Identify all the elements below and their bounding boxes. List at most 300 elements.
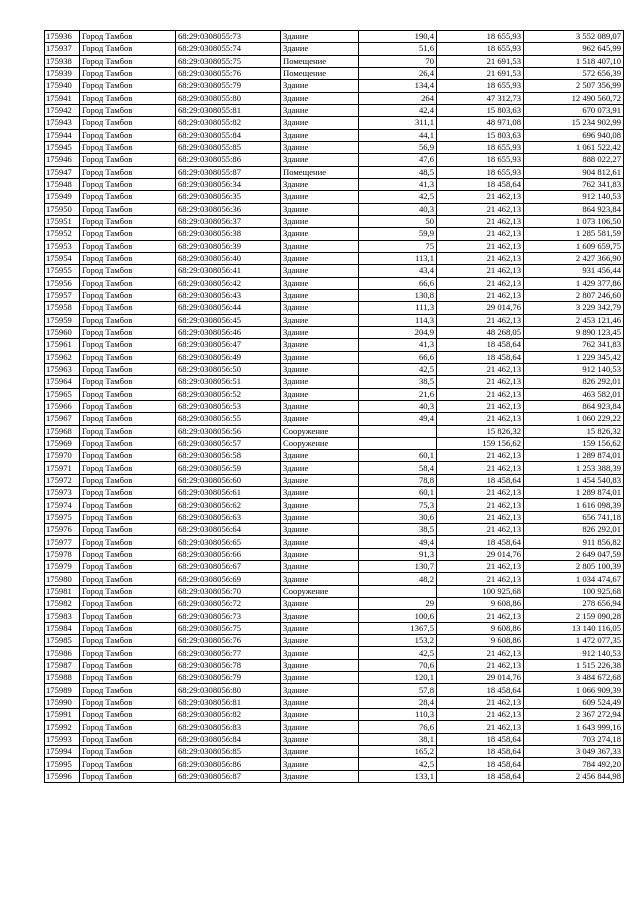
cadastral-value-cell: 2 367 272,94 bbox=[524, 709, 624, 721]
object-type-cell: Здание bbox=[281, 511, 359, 523]
cadastral-number-cell: 68:29:0308055:85 bbox=[176, 141, 281, 153]
city-cell: Город Тамбов bbox=[80, 339, 176, 351]
object-type-cell: Здание bbox=[281, 400, 359, 412]
object-type-cell: Здание bbox=[281, 252, 359, 264]
area-cell: 111,3 bbox=[359, 302, 437, 314]
cadastral-value-cell: 9 890 123,45 bbox=[524, 326, 624, 338]
cadastral-value-cell: 15 234 902,99 bbox=[524, 117, 624, 129]
table-row bbox=[45, 758, 624, 770]
specific-value-cell: 21 462,13 bbox=[437, 376, 524, 388]
cadastral-value-cell: 159 156,62 bbox=[524, 437, 624, 449]
object-type-cell: Здание bbox=[281, 487, 359, 499]
row-number-cell: 175936 bbox=[45, 31, 80, 43]
city-cell: Город Тамбов bbox=[80, 289, 176, 301]
city-cell: Город Тамбов bbox=[80, 363, 176, 375]
area-cell bbox=[359, 585, 437, 597]
area-cell: 26,4 bbox=[359, 67, 437, 79]
city-cell: Город Тамбов bbox=[80, 191, 176, 203]
specific-value-cell: 21 462,13 bbox=[437, 413, 524, 425]
object-type-cell: Здание bbox=[281, 277, 359, 289]
cadastral-value-cell: 1 454 540,83 bbox=[524, 474, 624, 486]
cadastral-value-cell: 100 925,68 bbox=[524, 585, 624, 597]
specific-value-cell: 9 608,86 bbox=[437, 622, 524, 634]
area-cell: 165,2 bbox=[359, 746, 437, 758]
city-cell: Город Тамбов bbox=[80, 376, 176, 388]
city-cell: Город Тамбов bbox=[80, 117, 176, 129]
row-number-cell: 175950 bbox=[45, 203, 80, 215]
city-cell: Город Тамбов bbox=[80, 709, 176, 721]
city-cell: Город Тамбов bbox=[80, 511, 176, 523]
city-cell: Город Тамбов bbox=[80, 277, 176, 289]
area-cell: 59,9 bbox=[359, 228, 437, 240]
area-cell: 120,1 bbox=[359, 672, 437, 684]
cadastral-value-cell: 1 518 407,10 bbox=[524, 55, 624, 67]
row-number-cell: 175970 bbox=[45, 450, 80, 462]
specific-value-cell: 18 458,64 bbox=[437, 339, 524, 351]
cadastral-number-cell: 68:29:0308056:36 bbox=[176, 203, 281, 215]
cadastral-number-cell: 68:29:0308056:73 bbox=[176, 610, 281, 622]
object-type-cell: Здание bbox=[281, 215, 359, 227]
cadastral-value-cell: 703 274,18 bbox=[524, 733, 624, 745]
specific-value-cell: 21 462,13 bbox=[437, 610, 524, 622]
table-row bbox=[45, 635, 624, 647]
city-cell: Город Тамбов bbox=[80, 635, 176, 647]
cadastral-value-cell: 3 049 367,33 bbox=[524, 746, 624, 758]
area-cell: 40,3 bbox=[359, 400, 437, 412]
area-cell: 264 bbox=[359, 92, 437, 104]
object-type-cell: Здание bbox=[281, 326, 359, 338]
row-number-cell: 175982 bbox=[45, 598, 80, 610]
city-cell: Город Тамбов bbox=[80, 228, 176, 240]
table-row bbox=[45, 585, 624, 597]
table-row bbox=[45, 425, 624, 437]
cadastral-number-cell: 68:29:0308056:49 bbox=[176, 351, 281, 363]
table-row bbox=[45, 659, 624, 671]
cadastral-number-cell: 68:29:0308056:81 bbox=[176, 696, 281, 708]
specific-value-cell: 18 458,64 bbox=[437, 351, 524, 363]
cadastral-number-cell: 68:29:0308055:82 bbox=[176, 117, 281, 129]
object-type-cell: Здание bbox=[281, 203, 359, 215]
cadastral-value-cell: 864 923,84 bbox=[524, 400, 624, 412]
table-row bbox=[45, 474, 624, 486]
object-type-cell: Здание bbox=[281, 635, 359, 647]
area-cell: 91,3 bbox=[359, 548, 437, 560]
object-type-cell: Здание bbox=[281, 265, 359, 277]
specific-value-cell: 21 691,53 bbox=[437, 55, 524, 67]
table-row bbox=[45, 684, 624, 696]
row-number-cell: 175951 bbox=[45, 215, 80, 227]
area-cell: 130,7 bbox=[359, 561, 437, 573]
row-number-cell: 175957 bbox=[45, 289, 80, 301]
specific-value-cell: 21 462,13 bbox=[437, 450, 524, 462]
table-row bbox=[45, 721, 624, 733]
city-cell: Город Тамбов bbox=[80, 758, 176, 770]
city-cell: Город Тамбов bbox=[80, 400, 176, 412]
specific-value-cell: 21 462,13 bbox=[437, 240, 524, 252]
specific-value-cell: 21 462,13 bbox=[437, 191, 524, 203]
table-row bbox=[45, 203, 624, 215]
specific-value-cell: 15 826,32 bbox=[437, 425, 524, 437]
area-cell: 66,6 bbox=[359, 351, 437, 363]
row-number-cell: 175976 bbox=[45, 524, 80, 536]
object-type-cell: Здание bbox=[281, 474, 359, 486]
object-type-cell: Здание bbox=[281, 31, 359, 43]
specific-value-cell: 18 458,64 bbox=[437, 770, 524, 782]
area-cell: 50 bbox=[359, 215, 437, 227]
cadastral-value-cell: 911 856,82 bbox=[524, 536, 624, 548]
cadastral-value-table bbox=[44, 30, 624, 783]
specific-value-cell: 29 014,76 bbox=[437, 548, 524, 560]
area-cell: 60,1 bbox=[359, 487, 437, 499]
row-number-cell: 175979 bbox=[45, 561, 80, 573]
object-type-cell: Здание bbox=[281, 733, 359, 745]
area-cell: 29 bbox=[359, 598, 437, 610]
row-number-cell: 175955 bbox=[45, 265, 80, 277]
city-cell: Город Тамбов bbox=[80, 31, 176, 43]
table-row bbox=[45, 31, 624, 43]
object-type-cell: Помещение bbox=[281, 55, 359, 67]
cadastral-value-cell: 656 741,18 bbox=[524, 511, 624, 523]
specific-value-cell: 48 971,08 bbox=[437, 117, 524, 129]
specific-value-cell: 18 655,93 bbox=[437, 43, 524, 55]
table-row bbox=[45, 302, 624, 314]
table-row bbox=[45, 240, 624, 252]
area-cell: 48,2 bbox=[359, 573, 437, 585]
specific-value-cell: 21 462,13 bbox=[437, 659, 524, 671]
cadastral-number-cell: 68:29:0308056:50 bbox=[176, 363, 281, 375]
cadastral-value-cell: 1 060 229,22 bbox=[524, 413, 624, 425]
row-number-cell: 175941 bbox=[45, 92, 80, 104]
city-cell: Город Тамбов bbox=[80, 598, 176, 610]
area-cell: 56,9 bbox=[359, 141, 437, 153]
table-row bbox=[45, 400, 624, 412]
table-row bbox=[45, 487, 624, 499]
table-row bbox=[45, 80, 624, 92]
table-row bbox=[45, 117, 624, 129]
cadastral-number-cell: 68:29:0308055:86 bbox=[176, 154, 281, 166]
cadastral-value-cell: 15 826,32 bbox=[524, 425, 624, 437]
cadastral-number-cell: 68:29:0308056:65 bbox=[176, 536, 281, 548]
object-type-cell: Здание bbox=[281, 117, 359, 129]
city-cell: Город Тамбов bbox=[80, 314, 176, 326]
object-type-cell: Сооружение bbox=[281, 585, 359, 597]
row-number-cell: 175944 bbox=[45, 129, 80, 141]
row-number-cell: 175983 bbox=[45, 610, 80, 622]
cadastral-value-cell: 931 456,44 bbox=[524, 265, 624, 277]
table-row bbox=[45, 289, 624, 301]
area-cell: 78,8 bbox=[359, 474, 437, 486]
cadastral-number-cell: 68:29:0308056:47 bbox=[176, 339, 281, 351]
table-row bbox=[45, 561, 624, 573]
specific-value-cell: 21 462,13 bbox=[437, 400, 524, 412]
cadastral-value-cell: 1 289 874,01 bbox=[524, 450, 624, 462]
city-cell: Город Тамбов bbox=[80, 154, 176, 166]
cadastral-value-cell: 609 524,49 bbox=[524, 696, 624, 708]
object-type-cell: Здание bbox=[281, 499, 359, 511]
table-row bbox=[45, 92, 624, 104]
city-cell: Город Тамбов bbox=[80, 561, 176, 573]
cadastral-value-cell: 1 472 077,35 bbox=[524, 635, 624, 647]
table-row bbox=[45, 573, 624, 585]
cadastral-value-cell: 1 515 226,38 bbox=[524, 659, 624, 671]
cadastral-number-cell: 68:29:0308056:67 bbox=[176, 561, 281, 573]
object-type-cell: Здание bbox=[281, 536, 359, 548]
cadastral-number-cell: 68:29:0308055:79 bbox=[176, 80, 281, 92]
cadastral-value-cell: 670 073,91 bbox=[524, 104, 624, 116]
cadastral-number-cell: 68:29:0308056:84 bbox=[176, 733, 281, 745]
object-type-cell: Здание bbox=[281, 43, 359, 55]
object-type-cell: Здание bbox=[281, 92, 359, 104]
specific-value-cell: 21 462,13 bbox=[437, 388, 524, 400]
table-row bbox=[45, 733, 624, 745]
row-number-cell: 175974 bbox=[45, 499, 80, 511]
table-row bbox=[45, 215, 624, 227]
object-type-cell: Здание bbox=[281, 339, 359, 351]
table-row bbox=[45, 511, 624, 523]
cadastral-value-cell: 13 140 116,05 bbox=[524, 622, 624, 634]
city-cell: Город Тамбов bbox=[80, 659, 176, 671]
city-cell: Город Тамбов bbox=[80, 326, 176, 338]
area-cell: 42,5 bbox=[359, 191, 437, 203]
area-cell: 38,1 bbox=[359, 733, 437, 745]
cadastral-value-cell: 1 609 659,75 bbox=[524, 240, 624, 252]
city-cell: Город Тамбов bbox=[80, 413, 176, 425]
cadastral-number-cell: 68:29:0308056:59 bbox=[176, 462, 281, 474]
table-body bbox=[45, 31, 624, 783]
cadastral-number-cell: 68:29:0308056:77 bbox=[176, 647, 281, 659]
city-cell: Город Тамбов bbox=[80, 573, 176, 585]
specific-value-cell: 21 462,13 bbox=[437, 709, 524, 721]
cadastral-number-cell: 68:29:0308056:70 bbox=[176, 585, 281, 597]
specific-value-cell: 21 462,13 bbox=[437, 524, 524, 536]
row-number-cell: 175985 bbox=[45, 635, 80, 647]
area-cell: 40,3 bbox=[359, 203, 437, 215]
row-number-cell: 175956 bbox=[45, 277, 80, 289]
table-row bbox=[45, 141, 624, 153]
specific-value-cell: 18 458,64 bbox=[437, 684, 524, 696]
cadastral-number-cell: 68:29:0308056:78 bbox=[176, 659, 281, 671]
specific-value-cell: 21 462,13 bbox=[437, 511, 524, 523]
object-type-cell: Здание bbox=[281, 524, 359, 536]
object-type-cell: Здание bbox=[281, 191, 359, 203]
area-cell: 75,3 bbox=[359, 499, 437, 511]
cadastral-value-cell: 888 022,27 bbox=[524, 154, 624, 166]
cadastral-value-cell: 2 456 844,98 bbox=[524, 770, 624, 782]
row-number-cell: 175980 bbox=[45, 573, 80, 585]
row-number-cell: 175991 bbox=[45, 709, 80, 721]
table-row bbox=[45, 166, 624, 178]
row-number-cell: 175977 bbox=[45, 536, 80, 548]
specific-value-cell: 18 458,64 bbox=[437, 536, 524, 548]
row-number-cell: 175948 bbox=[45, 178, 80, 190]
cadastral-number-cell: 68:29:0308055:76 bbox=[176, 67, 281, 79]
row-number-cell: 175946 bbox=[45, 154, 80, 166]
area-cell: 134,4 bbox=[359, 80, 437, 92]
table-row bbox=[45, 129, 624, 141]
area-cell: 113,1 bbox=[359, 252, 437, 264]
object-type-cell: Здание bbox=[281, 228, 359, 240]
specific-value-cell: 21 462,13 bbox=[437, 696, 524, 708]
row-number-cell: 175996 bbox=[45, 770, 80, 782]
row-number-cell: 175975 bbox=[45, 511, 80, 523]
area-cell: 42,5 bbox=[359, 647, 437, 659]
table-row bbox=[45, 154, 624, 166]
cadastral-value-cell: 2 427 366,90 bbox=[524, 252, 624, 264]
cadastral-value-cell: 912 140,53 bbox=[524, 363, 624, 375]
cadastral-number-cell: 68:29:0308055:81 bbox=[176, 104, 281, 116]
area-cell: 47,6 bbox=[359, 154, 437, 166]
area-cell: 49,4 bbox=[359, 413, 437, 425]
cadastral-value-cell: 762 341,83 bbox=[524, 178, 624, 190]
area-cell: 42,5 bbox=[359, 758, 437, 770]
object-type-cell: Здание bbox=[281, 141, 359, 153]
cadastral-number-cell: 68:29:0308056:42 bbox=[176, 277, 281, 289]
area-cell: 28,4 bbox=[359, 696, 437, 708]
specific-value-cell: 21 462,13 bbox=[437, 721, 524, 733]
area-cell: 38,5 bbox=[359, 376, 437, 388]
row-number-cell: 175978 bbox=[45, 548, 80, 560]
specific-value-cell: 29 014,76 bbox=[437, 302, 524, 314]
area-cell: 38,5 bbox=[359, 524, 437, 536]
city-cell: Город Тамбов bbox=[80, 351, 176, 363]
specific-value-cell: 21 462,13 bbox=[437, 314, 524, 326]
table-row bbox=[45, 647, 624, 659]
row-number-cell: 175994 bbox=[45, 746, 80, 758]
city-cell: Город Тамбов bbox=[80, 437, 176, 449]
city-cell: Город Тамбов bbox=[80, 92, 176, 104]
cadastral-value-cell: 1 073 106,50 bbox=[524, 215, 624, 227]
cadastral-number-cell: 68:29:0308056:66 bbox=[176, 548, 281, 560]
city-cell: Город Тамбов bbox=[80, 302, 176, 314]
specific-value-cell: 18 655,93 bbox=[437, 141, 524, 153]
cadastral-number-cell: 68:29:0308056:46 bbox=[176, 326, 281, 338]
table-row bbox=[45, 351, 624, 363]
row-number-cell: 175966 bbox=[45, 400, 80, 412]
cadastral-number-cell: 68:29:0308056:87 bbox=[176, 770, 281, 782]
area-cell: 114,3 bbox=[359, 314, 437, 326]
specific-value-cell: 21 462,13 bbox=[437, 203, 524, 215]
cadastral-number-cell: 68:29:0308056:63 bbox=[176, 511, 281, 523]
city-cell: Город Тамбов bbox=[80, 462, 176, 474]
area-cell bbox=[359, 437, 437, 449]
cadastral-value-cell: 2 807 246,60 bbox=[524, 289, 624, 301]
city-cell: Город Тамбов bbox=[80, 104, 176, 116]
cadastral-number-cell: 68:29:0308056:34 bbox=[176, 178, 281, 190]
cadastral-number-cell: 68:29:0308056:56 bbox=[176, 425, 281, 437]
cadastral-number-cell: 68:29:0308056:52 bbox=[176, 388, 281, 400]
object-type-cell: Здание bbox=[281, 684, 359, 696]
city-cell: Город Тамбов bbox=[80, 499, 176, 511]
cadastral-number-cell: 68:29:0308056:35 bbox=[176, 191, 281, 203]
object-type-cell: Здание bbox=[281, 351, 359, 363]
area-cell: 30,6 bbox=[359, 511, 437, 523]
object-type-cell: Здание bbox=[281, 314, 359, 326]
table-row bbox=[45, 450, 624, 462]
cadastral-number-cell: 68:29:0308055:80 bbox=[176, 92, 281, 104]
table-row bbox=[45, 363, 624, 375]
table-row bbox=[45, 770, 624, 782]
table-row bbox=[45, 413, 624, 425]
cadastral-value-cell: 784 492,20 bbox=[524, 758, 624, 770]
city-cell: Город Тамбов bbox=[80, 585, 176, 597]
specific-value-cell: 21 462,13 bbox=[437, 647, 524, 659]
cadastral-value-cell: 2 649 047,59 bbox=[524, 548, 624, 560]
cadastral-number-cell: 68:29:0308056:41 bbox=[176, 265, 281, 277]
table-row bbox=[45, 548, 624, 560]
cadastral-number-cell: 68:29:0308056:55 bbox=[176, 413, 281, 425]
city-cell: Город Тамбов bbox=[80, 80, 176, 92]
cadastral-value-cell: 826 292,01 bbox=[524, 524, 624, 536]
object-type-cell: Помещение bbox=[281, 67, 359, 79]
object-type-cell: Здание bbox=[281, 129, 359, 141]
table-row bbox=[45, 252, 624, 264]
object-type-cell: Здание bbox=[281, 548, 359, 560]
specific-value-cell: 21 462,13 bbox=[437, 561, 524, 573]
cadastral-value-cell: 912 140,53 bbox=[524, 647, 624, 659]
table-row bbox=[45, 104, 624, 116]
row-number-cell: 175960 bbox=[45, 326, 80, 338]
object-type-cell: Здание bbox=[281, 709, 359, 721]
row-number-cell: 175938 bbox=[45, 55, 80, 67]
cadastral-value-cell: 696 940,08 bbox=[524, 129, 624, 141]
cadastral-value-cell: 1 034 474,67 bbox=[524, 573, 624, 585]
table-row bbox=[45, 499, 624, 511]
object-type-cell: Здание bbox=[281, 413, 359, 425]
specific-value-cell: 21 462,13 bbox=[437, 277, 524, 289]
cadastral-number-cell: 68:29:0308056:76 bbox=[176, 635, 281, 647]
object-type-cell: Помещение bbox=[281, 166, 359, 178]
specific-value-cell: 48 268,05 bbox=[437, 326, 524, 338]
area-cell: 311,1 bbox=[359, 117, 437, 129]
row-number-cell: 175945 bbox=[45, 141, 80, 153]
object-type-cell: Здание bbox=[281, 376, 359, 388]
row-number-cell: 175968 bbox=[45, 425, 80, 437]
city-cell: Город Тамбов bbox=[80, 215, 176, 227]
city-cell: Город Тамбов bbox=[80, 178, 176, 190]
city-cell: Город Тамбов bbox=[80, 265, 176, 277]
object-type-cell: Здание bbox=[281, 363, 359, 375]
cadastral-value-cell: 2 805 100,39 bbox=[524, 561, 624, 573]
row-number-cell: 175942 bbox=[45, 104, 80, 116]
table-row bbox=[45, 376, 624, 388]
row-number-cell: 175992 bbox=[45, 721, 80, 733]
row-number-cell: 175990 bbox=[45, 696, 80, 708]
row-number-cell: 175940 bbox=[45, 80, 80, 92]
cadastral-value-cell: 1 616 098,39 bbox=[524, 499, 624, 511]
area-cell: 100,6 bbox=[359, 610, 437, 622]
cadastral-number-cell: 68:29:0308055:74 bbox=[176, 43, 281, 55]
specific-value-cell: 18 655,93 bbox=[437, 80, 524, 92]
cadastral-number-cell: 68:29:0308056:43 bbox=[176, 289, 281, 301]
table-row bbox=[45, 265, 624, 277]
object-type-cell: Здание bbox=[281, 388, 359, 400]
object-type-cell: Здание bbox=[281, 302, 359, 314]
cadastral-value-cell: 3 484 672,68 bbox=[524, 672, 624, 684]
city-cell: Город Тамбов bbox=[80, 487, 176, 499]
cadastral-value-cell: 826 292,01 bbox=[524, 376, 624, 388]
table-row bbox=[45, 228, 624, 240]
object-type-cell: Здание bbox=[281, 672, 359, 684]
object-type-cell: Здание bbox=[281, 462, 359, 474]
row-number-cell: 175958 bbox=[45, 302, 80, 314]
row-number-cell: 175962 bbox=[45, 351, 80, 363]
table-row bbox=[45, 672, 624, 684]
table-row bbox=[45, 191, 624, 203]
specific-value-cell: 18 458,64 bbox=[437, 746, 524, 758]
specific-value-cell: 100 925,68 bbox=[437, 585, 524, 597]
row-number-cell: 175952 bbox=[45, 228, 80, 240]
object-type-cell: Сооружение bbox=[281, 425, 359, 437]
